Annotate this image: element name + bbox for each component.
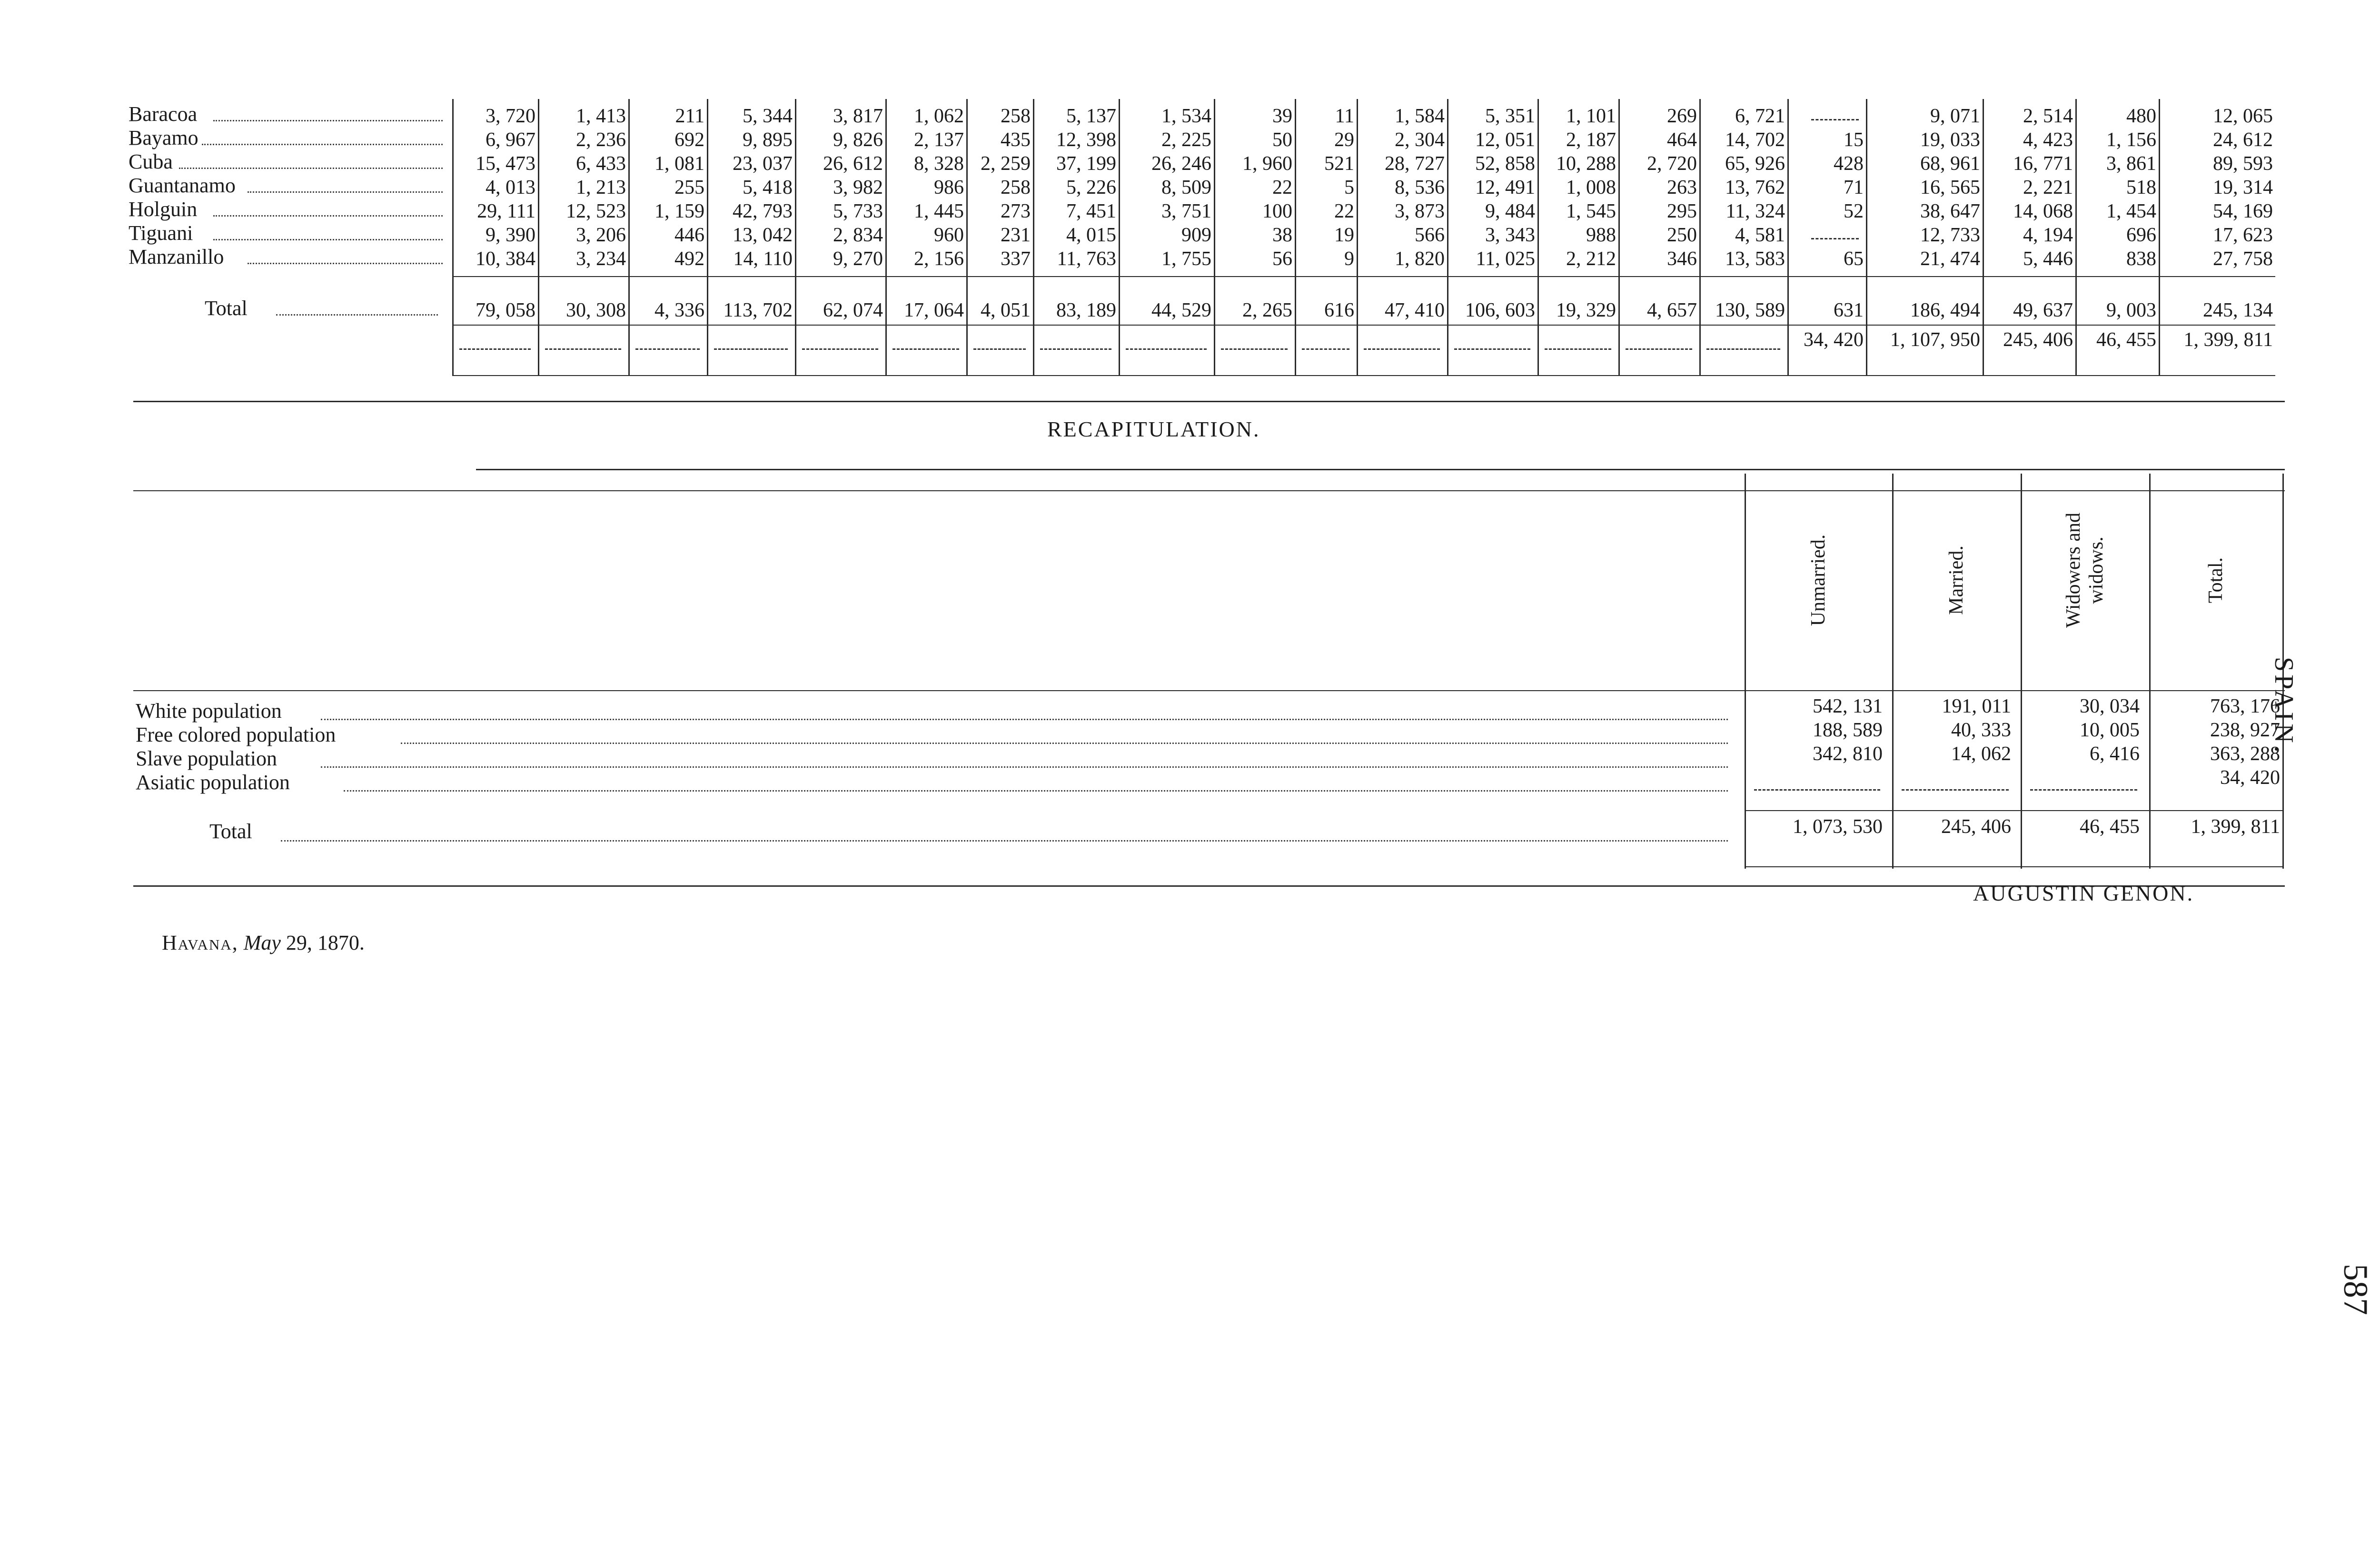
table-cell: 89, 593: [2213, 153, 2273, 175]
row-leader: [179, 168, 443, 169]
column-rule: [885, 99, 887, 375]
total-cell: 17, 064: [904, 299, 964, 321]
table-cell: 8, 328: [914, 153, 964, 175]
row-label: Cuba: [129, 150, 173, 173]
table-cell: 5, 137: [1066, 105, 1116, 127]
column-rule: [452, 99, 454, 375]
column-rule: [1447, 99, 1448, 375]
empty-grand-cell: [1454, 348, 1530, 350]
table-cell: 446: [674, 224, 704, 246]
table-cell: 3, 343: [1485, 224, 1535, 246]
column-rule: [966, 99, 968, 375]
recap-cell: 188, 589: [1813, 719, 1883, 741]
total-cell: 62, 074: [823, 299, 883, 321]
row-leader: [213, 215, 443, 217]
empty-grand-cell: [1626, 348, 1692, 350]
empty-grand-cell: [892, 348, 959, 350]
dateline: [162, 931, 365, 955]
table-cell: 692: [674, 129, 704, 151]
table-cell: 492: [674, 248, 704, 270]
table-cell: 9, 895: [743, 129, 793, 151]
total-rule-2: [452, 325, 2275, 326]
table-cell: 6, 721: [1735, 105, 1785, 127]
recap-leader: [321, 766, 1728, 768]
recap-header: Married.: [1945, 545, 1967, 615]
table-cell: 269: [1667, 105, 1697, 127]
table-cell: 3, 234: [576, 248, 626, 270]
row-label: Bayamo: [129, 126, 198, 149]
table-cell: 68, 961: [1920, 153, 1980, 175]
table-cell: 17, 623: [2213, 224, 2273, 246]
table-cell: 26, 246: [1151, 153, 1211, 175]
column-rule: [538, 99, 539, 375]
table-cell: 29, 111: [477, 200, 536, 222]
table-cell: 2, 137: [914, 129, 964, 151]
table-cell: 211: [675, 105, 704, 127]
recap-empty-cell: [1902, 789, 2009, 791]
table-cell: 23, 037: [733, 153, 793, 175]
recap-total-cell: 245, 406: [1941, 816, 2011, 838]
table-cell: 9, 826: [833, 129, 883, 151]
total-cell: 4, 657: [1647, 299, 1697, 321]
table-cell: 15: [1844, 129, 1864, 151]
table-cell: 1, 534: [1161, 105, 1211, 127]
table-cell: 5, 733: [833, 200, 883, 222]
recap-header: Total.: [2205, 557, 2227, 604]
recap-header: Widowers and widows.: [2063, 512, 2107, 628]
column-rule: [2159, 99, 2160, 375]
table-cell: 1, 545: [1566, 200, 1616, 222]
table-cell: 480: [2126, 105, 2156, 127]
side-header: SPAIN.: [2269, 657, 2299, 755]
column-rule: [2075, 99, 2077, 375]
table-cell: 13, 042: [733, 224, 793, 246]
table-cell: 273: [1001, 200, 1031, 222]
total-cell: 130, 589: [1715, 299, 1785, 321]
empty-grand-cell: [459, 348, 531, 350]
table-cell: 1, 584: [1395, 105, 1445, 127]
table-cell: 7, 451: [1066, 200, 1116, 222]
table-cell: 13, 583: [1725, 248, 1785, 270]
table-cell: 9, 390: [486, 224, 536, 246]
empty-grand-cell: [1545, 348, 1611, 350]
table-cell: 4, 423: [2023, 129, 2073, 151]
table-cell: 11, 025: [1476, 248, 1535, 270]
column-rule: [1699, 99, 1701, 375]
table-cell: 838: [2126, 248, 2156, 270]
recap-column-rule: [2149, 474, 2151, 869]
table-cell: 960: [934, 224, 964, 246]
table-cell: 52: [1844, 200, 1864, 222]
table-cell: 16, 565: [1920, 177, 1980, 198]
column-rule: [628, 99, 630, 375]
table-cell: 15, 473: [476, 153, 536, 175]
table-cell: 2, 212: [1566, 248, 1616, 270]
table-cell: 38, 647: [1920, 200, 1980, 222]
table-cell: 2, 834: [833, 224, 883, 246]
table-cell: 6, 967: [486, 129, 536, 151]
table-cell: 14, 702: [1725, 129, 1785, 151]
table-cell: 5, 446: [2023, 248, 2073, 270]
table-cell: 11, 763: [1057, 248, 1116, 270]
rule-recap-top: [476, 469, 2285, 470]
table-cell: 28, 727: [1385, 153, 1445, 175]
empty-grand-cell: [635, 348, 700, 350]
table-cell: 1, 413: [576, 105, 626, 127]
total-cell: 186, 494: [1910, 299, 1980, 321]
table-cell: 4, 013: [486, 177, 536, 198]
table-cell: 8, 536: [1395, 177, 1445, 198]
total-cell: 4, 051: [981, 299, 1031, 321]
table-cell: 2, 156: [914, 248, 964, 270]
table-cell: 19: [1334, 224, 1354, 246]
table-cell: 464: [1667, 129, 1697, 151]
empty-cell: [1811, 119, 1859, 120]
table-cell: 1, 081: [654, 153, 704, 175]
table-cell: 71: [1844, 177, 1864, 198]
table-cell: 1, 213: [576, 177, 626, 198]
rule-top: [133, 401, 2285, 402]
total-cell: 49, 637: [2013, 299, 2073, 321]
empty-grand-cell: [545, 348, 621, 350]
recap-cell: 14, 062: [1951, 743, 2011, 765]
table-cell: 14, 110: [733, 248, 793, 270]
total-cell: 83, 189: [1056, 299, 1116, 321]
table-cell: 8, 509: [1161, 177, 1211, 198]
column-rule: [1866, 99, 1867, 375]
table-cell: 566: [1415, 224, 1445, 246]
recap-cell: 191, 011: [1942, 695, 2011, 717]
total-cell: 616: [1324, 299, 1354, 321]
total-cell: 30, 308: [566, 299, 626, 321]
total-cell: 631: [1834, 299, 1864, 321]
recap-cell: 10, 005: [2080, 719, 2140, 741]
signature: AUGUSTIN GENON.: [1973, 881, 2194, 905]
empty-grand-cell: [1302, 348, 1349, 350]
table-cell: 52, 858: [1475, 153, 1535, 175]
total-cell: 79, 058: [476, 299, 536, 321]
total-cell: 9, 003: [2106, 299, 2156, 321]
recap-total-leader: [281, 840, 1728, 842]
recap-total-cell: 1, 073, 530: [1793, 816, 1883, 838]
table-cell: 65: [1844, 248, 1864, 270]
recap-column-rule: [1745, 474, 1746, 869]
table-cell: 38: [1272, 224, 1292, 246]
dateline-rest: 29, 1870.: [286, 931, 365, 954]
recap-total-cell: 46, 455: [2080, 816, 2140, 838]
table-cell: 6, 433: [576, 153, 626, 175]
row-leader: [248, 263, 443, 264]
table-cell: 22: [1272, 177, 1292, 198]
recap-row-label: Asiatic population: [136, 771, 290, 794]
total-cell: 19, 329: [1556, 299, 1616, 321]
table-cell: 3, 817: [833, 105, 883, 127]
table-cell: 50: [1272, 129, 1292, 151]
total-label: Total: [205, 297, 248, 320]
table-cell: 231: [1001, 224, 1031, 246]
recap-column-rule: [1892, 474, 1894, 869]
table-cell: 65, 926: [1725, 153, 1785, 175]
table-cell: 1, 101: [1566, 105, 1616, 127]
empty-grand-cell: [1706, 348, 1780, 350]
table-cell: 258: [1001, 177, 1031, 198]
row-leader: [213, 239, 443, 240]
recap-cell: 34, 420: [2220, 767, 2280, 789]
row-leader: [202, 144, 443, 145]
grand-total-cell: 1, 399, 811: [2183, 329, 2273, 351]
table-cell: 37, 199: [1056, 153, 1116, 175]
grand-total-cell: 34, 420: [1804, 329, 1864, 351]
recap-leader: [401, 743, 1728, 744]
table-cell: 12, 051: [1475, 129, 1535, 151]
row-label: Tiguani: [129, 221, 193, 245]
recap-total-label: Total: [209, 820, 252, 843]
table-cell: 5, 351: [1485, 105, 1535, 127]
table-cell: 295: [1667, 200, 1697, 222]
table-cell: 12, 733: [1920, 224, 1980, 246]
table-cell: 10, 288: [1556, 153, 1616, 175]
table-cell: 12, 398: [1056, 129, 1116, 151]
table-cell: 4, 581: [1735, 224, 1785, 246]
table-cell: 337: [1001, 248, 1031, 270]
table-cell: 1, 159: [654, 200, 704, 222]
column-rule: [795, 99, 796, 375]
dateline-date: May: [243, 931, 281, 954]
recap-row-label: Free colored population: [136, 723, 336, 746]
table-cell: 13, 762: [1725, 177, 1785, 198]
table-cell: 11, 324: [1726, 200, 1785, 222]
recap-cell: 363, 288: [2210, 743, 2280, 765]
empty-cell: [1811, 238, 1859, 239]
recap-leader: [344, 790, 1728, 792]
table-cell: 346: [1667, 248, 1697, 270]
total-rule: [452, 276, 2275, 277]
table-cell: 21, 474: [1920, 248, 1980, 270]
recap-cell: 238, 927: [2210, 719, 2280, 741]
table-cell: 435: [1001, 129, 1031, 151]
table-cell: 1, 755: [1161, 248, 1211, 270]
column-rule: [1295, 99, 1296, 375]
recap-cell: 6, 416: [2090, 743, 2140, 765]
table-cell: 29: [1334, 129, 1354, 151]
table-cell: 521: [1324, 153, 1354, 175]
total-cell: 113, 702: [723, 299, 793, 321]
table-cell: 9, 270: [833, 248, 883, 270]
recap-row-label: Slave population: [136, 747, 277, 770]
table-cell: 263: [1667, 177, 1697, 198]
table-cell: 22: [1334, 200, 1354, 222]
empty-grand-cell: [1364, 348, 1440, 350]
table-cell: 5, 344: [743, 105, 793, 127]
recap-empty-cell: [2030, 789, 2137, 791]
grand-total-cell: 245, 406: [2003, 329, 2073, 351]
total-cell: 44, 529: [1151, 299, 1211, 321]
recap-header: Unmarried.: [1807, 534, 1829, 626]
table-cell: 2, 225: [1161, 129, 1211, 151]
column-rule: [1357, 99, 1358, 375]
table-cell: 39: [1272, 105, 1292, 127]
column-rule: [707, 99, 708, 375]
recap-cell: 30, 034: [2080, 695, 2140, 717]
table-cell: 1, 960: [1242, 153, 1292, 175]
column-rule: [1983, 99, 1984, 375]
table-cell: 2, 259: [981, 153, 1031, 175]
table-cell: 5, 418: [743, 177, 793, 198]
recap-leader: [321, 719, 1728, 720]
table-cell: 11: [1335, 105, 1354, 127]
table-cell: 1, 454: [2106, 200, 2156, 222]
recap-bottom-rule-2: [133, 885, 2285, 887]
dateline-place: Havana,: [162, 931, 238, 954]
table-cell: 42, 793: [733, 200, 793, 222]
recap-cell: 542, 131: [1813, 695, 1883, 717]
table-cell: 54, 169: [2213, 200, 2273, 222]
column-rule: [1033, 99, 1034, 375]
grand-total-cell: 46, 455: [2096, 329, 2156, 351]
table-cell: 428: [1834, 153, 1864, 175]
table-cell: 19, 033: [1920, 129, 1980, 151]
table-cell: 100: [1262, 200, 1292, 222]
table-cell: 12, 491: [1475, 177, 1535, 198]
table-cell: 9, 484: [1485, 200, 1535, 222]
table-cell: 909: [1181, 224, 1211, 246]
empty-grand-cell: [1126, 348, 1207, 350]
total-cell: 245, 134: [2203, 299, 2273, 321]
table-cell: 9, 071: [1930, 105, 1980, 127]
recap-row-label: White population: [136, 699, 282, 723]
table-cell: 1, 156: [2106, 129, 2156, 151]
table-cell: 10, 384: [476, 248, 536, 270]
table-cell: 14, 068: [2013, 200, 2073, 222]
row-label: Baracoa: [129, 102, 198, 126]
table-cell: 2, 221: [2023, 177, 2073, 198]
empty-grand-cell: [714, 348, 788, 350]
table-cell: 518: [2126, 177, 2156, 198]
column-rule: [1537, 99, 1539, 375]
table-cell: 24, 612: [2213, 129, 2273, 151]
table-cell: 986: [934, 177, 964, 198]
table-cell: 1, 008: [1566, 177, 1616, 198]
empty-grand-cell: [802, 348, 878, 350]
table-cell: 4, 015: [1066, 224, 1116, 246]
table-cell: 1, 820: [1395, 248, 1445, 270]
table-cell: 4, 194: [2023, 224, 2073, 246]
table-cell: 3, 873: [1395, 200, 1445, 222]
table-cell: 27, 758: [2213, 248, 2273, 270]
recap-cell: 342, 810: [1813, 743, 1883, 765]
recap-cell: 40, 333: [1951, 719, 2011, 741]
table-cell: 12, 065: [2213, 105, 2273, 127]
table-cell: 2, 514: [2023, 105, 2073, 127]
row-leader: [213, 120, 443, 121]
recap-total-cell: 1, 399, 811: [2191, 816, 2280, 838]
table-cell: 2, 236: [576, 129, 626, 151]
total-leader: [276, 314, 438, 316]
table-cell: 1, 445: [914, 200, 964, 222]
table-cell: 3, 861: [2106, 153, 2156, 175]
empty-grand-cell: [1221, 348, 1288, 350]
table-cell: 19, 314: [2213, 177, 2273, 198]
total-cell: 4, 336: [654, 299, 704, 321]
recap-total-rule: [1745, 810, 2282, 811]
table-cell: 12, 523: [566, 200, 626, 222]
table-cell: 250: [1667, 224, 1697, 246]
row-leader: [248, 191, 443, 193]
total-cell: 47, 410: [1385, 299, 1445, 321]
row-label: Manzanillo: [129, 245, 224, 268]
recap-cell: 763, 176: [2210, 695, 2280, 717]
grand-total-cell: 1, 107, 950: [1890, 329, 1980, 351]
table-cell: 258: [1001, 105, 1031, 127]
empty-grand-cell: [973, 348, 1026, 350]
table-cell: 2, 304: [1395, 129, 1445, 151]
row-label: Guantanamo: [129, 174, 236, 197]
column-rule: [1214, 99, 1215, 375]
table-cell: 5: [1344, 177, 1354, 198]
recap-empty-cell: [1754, 789, 1880, 791]
table-cell: 3, 751: [1161, 200, 1211, 222]
table-cell: 3, 206: [576, 224, 626, 246]
column-rule: [1119, 99, 1120, 375]
recapitulation-title: RECAPITULATION.: [1047, 417, 1260, 441]
total-cell: 2, 265: [1242, 299, 1292, 321]
table-cell: 3, 720: [486, 105, 536, 127]
table-cell: 9: [1344, 248, 1354, 270]
column-rule: [1787, 99, 1789, 375]
table-cell: 26, 612: [823, 153, 883, 175]
row-label: Holguin: [129, 198, 198, 221]
table-cell: 5, 226: [1066, 177, 1116, 198]
table-cell: 696: [2126, 224, 2156, 246]
empty-grand-cell: [1040, 348, 1111, 350]
recap-column-rule: [2021, 474, 2022, 869]
grand-total-rule: [452, 375, 2275, 376]
table-cell: 255: [674, 177, 704, 198]
table-cell: 16, 771: [2013, 153, 2073, 175]
page-number: 587: [2337, 1264, 2375, 1315]
total-cell: 106, 603: [1465, 299, 1535, 321]
recap-bottom-rule: [1745, 866, 2282, 867]
recap-header-rule: [133, 690, 2285, 691]
table-cell: 2, 187: [1566, 129, 1616, 151]
table-cell: 2, 720: [1647, 153, 1697, 175]
table-cell: 3, 982: [833, 177, 883, 198]
column-rule: [1618, 99, 1620, 375]
table-cell: 56: [1272, 248, 1292, 270]
table-cell: 1, 062: [914, 105, 964, 127]
table-cell: 988: [1586, 224, 1616, 246]
